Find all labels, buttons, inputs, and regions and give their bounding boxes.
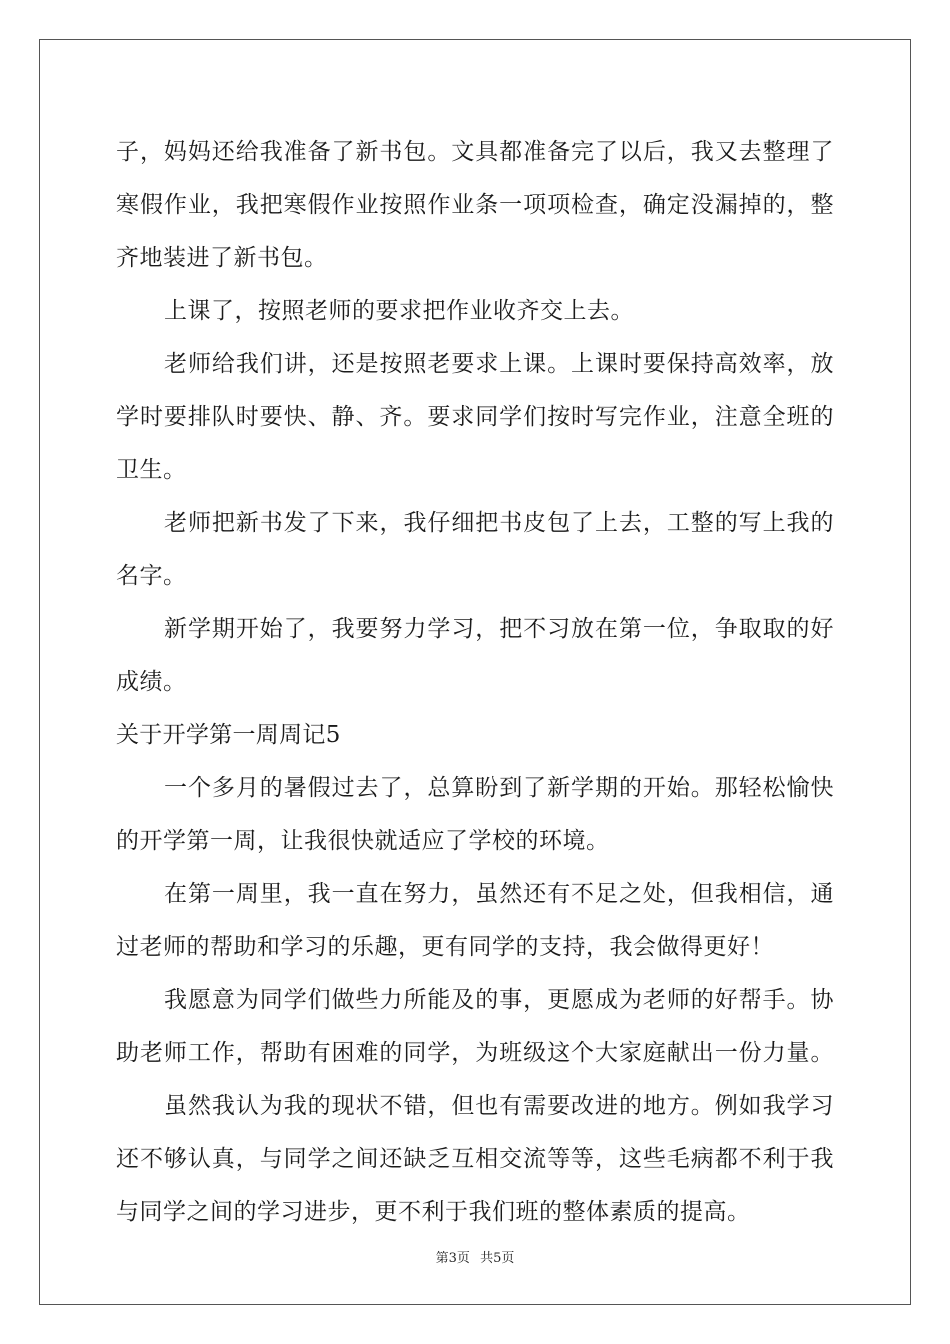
- text-line: 过老师的帮助和学习的乐趣，更有同学的支持，我会做得更好！: [116, 934, 774, 960]
- text-line: 名字。: [116, 563, 187, 589]
- text-line: 虽然我认为我的现状不错，但也有需要改进的地方。例如我学习: [164, 1093, 834, 1119]
- text-line: 一个多月的暑假过去了，总算盼到了新学期的开始。那轻松愉快: [164, 775, 834, 801]
- text-line: 助老师工作，帮助有困难的同学，为班级这个大家庭献出一份力量。: [116, 1040, 834, 1066]
- document-body: [116, 126, 834, 1239]
- text-line: 齐地装进了新书包。: [116, 245, 328, 271]
- text-line: 上课了，按照老师的要求把作业收齐交上去。: [164, 298, 634, 324]
- text-line: 成绩。: [116, 669, 187, 695]
- text-line: 新学期开始了，我要努力学习，把不习放在第一位，争取取的好: [164, 616, 834, 642]
- text-line: 卫生。: [116, 457, 187, 483]
- text-line: 我愿意为同学们做些力所能及的事，更愿成为老师的好帮手。协: [164, 987, 834, 1013]
- text-line: 学时要排队时要快、静、齐。要求同学们按时写完作业，注意全班的: [116, 404, 834, 430]
- text-line: 子，妈妈还给我准备了新书包。文具都准备完了以后，我又去整理了: [116, 139, 834, 165]
- text-line: 的开学第一周，让我很快就适应了学校的环境。: [116, 828, 610, 854]
- text-line: 与同学之间的学习进步，更不利于我们班的整体素质的提高。: [116, 1199, 751, 1225]
- page-number: 第3页: [435, 1251, 470, 1266]
- section-heading: 关于开学第一周周记5: [116, 722, 341, 748]
- text-line: 老师把新书发了下来，我仔细把书皮包了上去，工整的写上我的: [164, 510, 834, 536]
- text-line: 还不够认真，与同学之间还缺乏互相交流等等，这些毛病都不利于我: [116, 1146, 834, 1172]
- text-line: 寒假作业，我把寒假作业按照作业条一项项检查，确定没漏掉的，整: [116, 192, 834, 218]
- text-line: 在第一周里，我一直在努力，虽然还有不足之处，但我相信，通: [164, 881, 834, 907]
- page-footer: [0, 1247, 950, 1266]
- text-line: 老师给我们讲，还是按照老要求上课。上课时要保持高效率，放: [164, 351, 834, 377]
- page-total: 共5页: [480, 1251, 515, 1266]
